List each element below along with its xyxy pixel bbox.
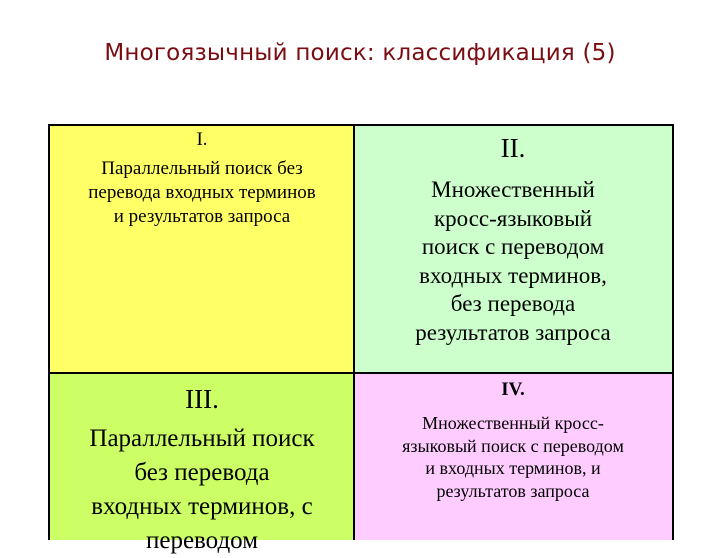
quadrant-3-number: III. xyxy=(185,384,219,414)
quadrant-1-text xyxy=(50,157,354,229)
quadrant-4-line: языковый поиск с переводом xyxy=(402,435,624,456)
quadrant-2-line: поиск с переводом xyxy=(421,234,605,259)
quadrant-3-text xyxy=(50,422,354,558)
quadrant-3-line: без перевода xyxy=(134,459,270,486)
quadrant-2-line: входных терминов, xyxy=(419,262,607,288)
quadrant-3-line: входных терминов, с xyxy=(91,493,313,520)
center-divider xyxy=(353,124,355,540)
quadrant-4-number: IV. xyxy=(501,379,525,400)
quadrant-3 xyxy=(48,372,354,554)
slide-title: Многоязычный поиск: классификация (5) xyxy=(104,40,616,66)
quadrant-2-line: кросс-языковый xyxy=(433,205,593,231)
quadrant-3-line: Параллельный поиск xyxy=(89,425,315,452)
quadrant-2 xyxy=(354,124,674,372)
quadrant-1-line: перевода входных терминов xyxy=(88,182,316,203)
quadrant-2-line: без перевода xyxy=(450,291,576,316)
quadrant-1-line: Параллельный поиск без xyxy=(101,158,303,179)
quadrant-1 xyxy=(48,124,354,372)
quadrant-4-line: и входных терминов, и xyxy=(425,458,601,478)
quadrant-4-line: Множественный кросс- xyxy=(422,413,604,433)
quadrant-2-line: результатов запроса xyxy=(415,319,611,345)
quadrant-4 xyxy=(354,372,674,540)
quadrant-2-text xyxy=(354,176,672,347)
quadrant-3-line: переводом xyxy=(145,527,259,554)
quadrant-1-line: и результатов запроса xyxy=(113,206,291,227)
quadrant-4-line: результатов запроса xyxy=(436,480,590,501)
quadrant-4-text xyxy=(354,412,672,502)
quadrant-1-number: I. xyxy=(196,129,208,150)
quadrant-2-line: Множественный xyxy=(431,177,595,202)
quadrant-2-number: II. xyxy=(500,133,526,163)
